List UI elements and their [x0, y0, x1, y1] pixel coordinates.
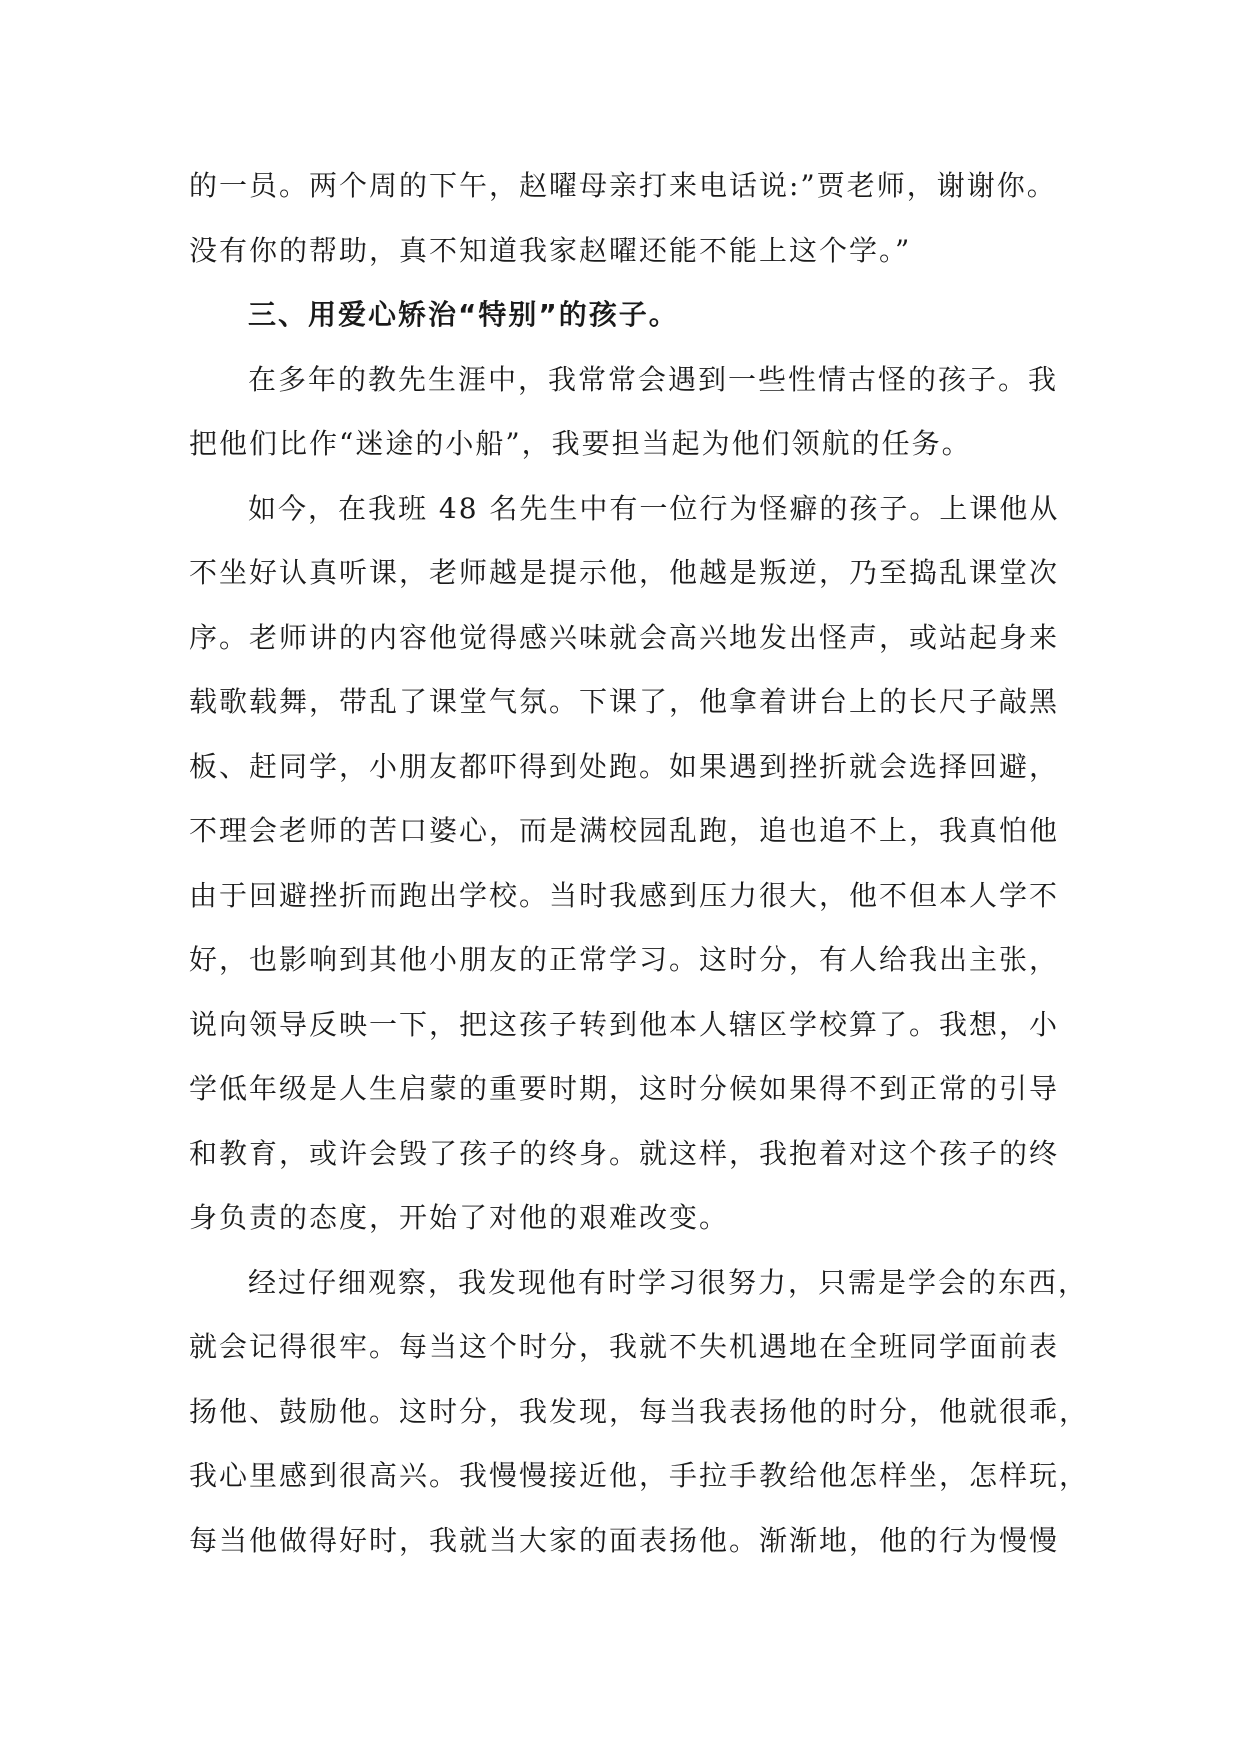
text-line: 载歌载舞，带乱了课堂气氛。下课了，他拿着讲台上的长尺子敲黑: [189, 685, 1060, 718]
text-line: 不理会老师的苦口婆心，而是满校园乱跑，追也追不上，我真怕他: [189, 814, 1060, 847]
text-line: 的一员。两个周的下午，赵曜母亲打来电话说:”贾老师，谢谢你。: [189, 169, 1057, 202]
text-line: 和教育，或许会毁了孩子的终身。就这样，我抱着对这个孩子的终: [189, 1136, 1060, 1170]
text-line: 好，也影响到其他小朋友的正常学习。这时分，有人给我出主张，: [189, 943, 1060, 976]
document-body: [189, 154, 1099, 1573]
text-line: 由于回避挫折而跑出学校。当时我感到压力很大，他不但本人学不: [189, 878, 1060, 912]
text-line: 学低年级是人生启蒙的重要时期，这时分候如果得不到正常的引导: [189, 1072, 1060, 1105]
section-heading: 三、用爱心矫治“特别”的孩子。: [248, 298, 679, 331]
paragraph-start-line: 在多年的教先生涯中，我常常会遇到一些性情古怪的孩子。我: [248, 362, 1059, 396]
text-line: 没有你的帮助，真不知道我家赵曜还能不能上这个学。”: [189, 233, 912, 267]
text-line: 说向领导反映一下，把这孩子转到他本人辖区学校算了。我想，小: [189, 1007, 1060, 1041]
text-line: 序。老师讲的内容他觉得感兴味就会高兴地发出怪声，或站起身来: [189, 620, 1060, 654]
paragraph-start-line: 如今，在我班 48 名先生中有一位行为怪癖的孩子。上课他从: [248, 491, 1060, 525]
text-line: 身负责的态度，开始了对他的艰难改变。: [189, 1201, 730, 1234]
text-line: 不坐好认真听课，老师越是提示他，他越是叛逆，乃至捣乱课堂次: [189, 556, 1060, 589]
text-line: 把他们比作“迷途的小船”，我要担当起为他们领航的任务。: [189, 427, 972, 460]
text-line: 扬他、鼓励他。这时分，我发现，每当我表扬他的时分，他就很乖，: [189, 1394, 1090, 1428]
text-line: 我心里感到很高兴。我慢慢接近他，手拉手教给他怎样坐，怎样玩，: [189, 1459, 1090, 1492]
text-line: 板、赶同学，小朋友都吓得到处跑。如果遇到挫折就会选择回避，: [189, 749, 1060, 783]
text-line: 每当他做得好时，我就当大家的面表扬他。渐渐地，他的行为慢慢: [189, 1523, 1060, 1557]
text-line: 就会记得很牢。每当这个时分，我就不失机遇地在全班同学面前表: [189, 1330, 1060, 1363]
paragraph-start-line: 经过仔细观察，我发现他有时学习很努力，只需是学会的东西，: [248, 1265, 1089, 1299]
